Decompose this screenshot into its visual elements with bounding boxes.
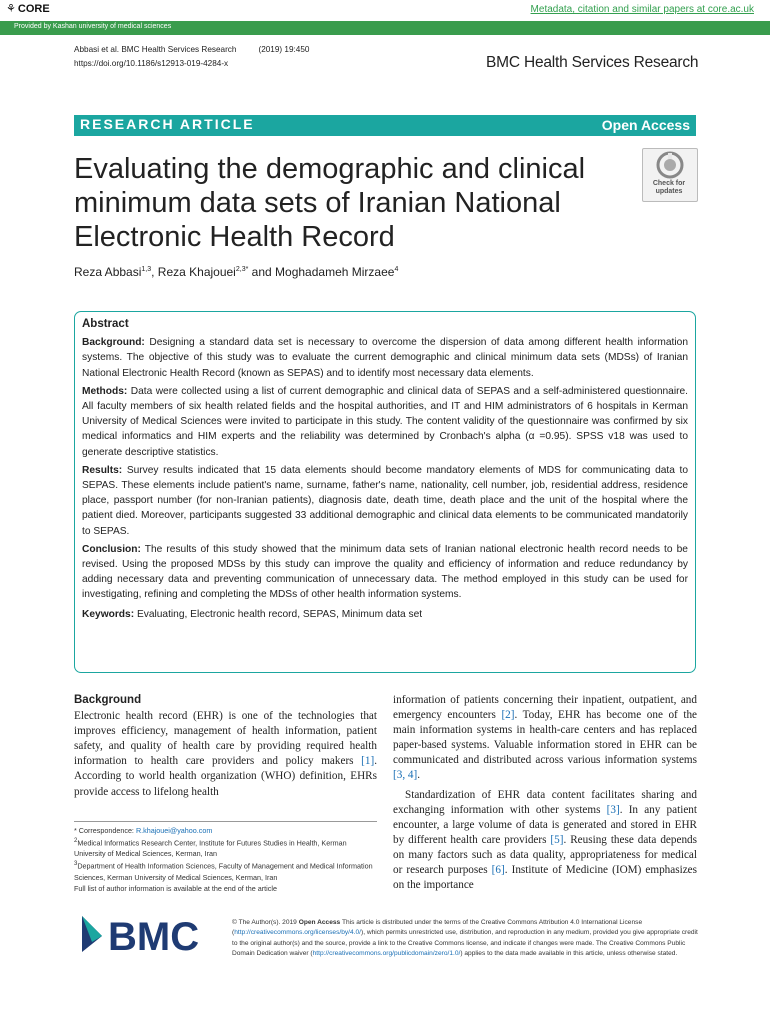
author-affiliation: 4 [394, 266, 399, 273]
author-name: Reza Khajouei [157, 265, 236, 279]
citation-ref[interactable]: [2] [501, 709, 515, 722]
body-text: . According to world health organization (WHO) definition, EHRs provide access to lifelong health [74, 755, 377, 798]
open-access-bold: Open Access [298, 919, 341, 926]
citation-ref[interactable]: [1] [361, 755, 375, 768]
author-affiliation: 2,3* [235, 266, 249, 273]
abstract-section-methods: Methods: Data were collected using a list of current demographic and clinical data of SEPAS and a self-administered questionnaire. All faculty members of six health related fields and the hospital authorities, and IT and HIM administrators of 6 hospitals in Kerman University of Medical Sciences were invited to participate in this study. The content validity of the questionnaire was confirmed by six medical informatics and HIM experts and the reliability was determined by Cronbach's alpha (α =0.95). SPSS v18 was used to generate descriptive statistics. [82, 385, 688, 458]
abstract-heading: Abstract [82, 318, 129, 330]
author-info-note: Full list of author information is available at the end of the article [74, 883, 277, 893]
abstract-section-results: Results: Survey results indicated that 15 data elements should become mandatory elements of MDS for communicating data to SEPAS. These elements include patient's name, surname, father's name, nationality, cell number, job, residential address, residence place, passport number (for non-Iranian patients), diagnosis date, death time, death place and the unit of the hospital where the patient died. Moreover, participants suggested 33 additional demographic and clinical data elements to be communicated mandatorily to SEPAS. [82, 464, 688, 537]
correspondence-email[interactable]: R.khajouei@yahoo.com [135, 826, 213, 835]
citation-ref[interactable]: [6] [491, 864, 505, 877]
body-left-column [74, 693, 377, 800]
author-name: Reza Abbasi [74, 265, 142, 279]
correspondence: * Correspondence: R.khajouei@yahoo.com [74, 826, 213, 835]
abstract [82, 317, 688, 625]
author-affiliation: 1,3 [141, 266, 152, 273]
body-paragraph: information of patients concerning their inpatient, outpatient, and emergency encounters [2]. Today, EHR has become one of the main information systems in health-care centers and has replaced paper-based systems. Valuable information stored in EHR can be communicated and distributed across various information systems [3, 4]. [393, 694, 698, 782]
license-link[interactable]: http://creativecommons.org/licenses/by/4.0/ [234, 929, 362, 937]
check-for-updates-icon [643, 149, 697, 179]
author-name: Moghadameh Mirzaee [275, 265, 395, 279]
citation-ref[interactable]: [5] [550, 833, 564, 846]
open-access-label: Open Access [601, 117, 690, 133]
body-paragraph: Standardization of EHR data content facilitates sharing and exchanging information with other systems [3]. In any patient encounter, a large volume of data is generated and stored in EHR by different health care providers [5]. Reusing these data depends on many factors such as data quality, appropriateness for medical or research purposes [6]. Institute of Medicine (IOM) emphasizes on the importance [393, 788, 697, 892]
bmc-logo-text: BMC [108, 915, 200, 956]
abstract-section-conclusion: Conclusion: The results of this study showed that the minimum data sets of Iranian national electronic health record needs to be revised. Using the proposed MDSs by this study can improve the quality and efficiency of information and reduce redundancy by adding necessary data and preventing communication of unnecessary data. The method employed in this study can be used for investigating, refining and completing the MDSs of other health information systems. [82, 543, 688, 601]
citation-year: (2019) 19:450 [258, 45, 310, 54]
body-text: Electronic health record (EHR) is one of the technologies that improves efficiency, management of health information, patient safety, and quality of health care by providing required health information to health care providers and policy makers [74, 710, 377, 768]
article-type-label: RESEARCH ARTICLE [80, 116, 255, 132]
section-heading-background: Background [74, 694, 142, 706]
core-logo-icon: ⚘ [6, 3, 16, 15]
core-metadata-link[interactable]: Metadata, citation and similar papers at core.ac.uk [530, 4, 754, 15]
check-for-updates-text: Check for updates [652, 180, 686, 195]
citation-ref[interactable]: [3, 4] [393, 769, 418, 782]
citation-authors: Abbasi et al. BMC Health Services Research [74, 45, 237, 54]
affiliation-2: $^2$Medical Informatics Research Center, Institute for Futures Studies in Health, Kerman University of Medical Sciences, Kerman, Iran [74, 838, 347, 859]
affiliation-3: $^3$Department of Health Information Sciences, Faculty of Management and Medical Information Sciences, Kerman University of Medical Sciences, Kerman, Iran [74, 861, 373, 882]
journal-name: BMC Health Services Research [486, 54, 699, 71]
footnote-divider [74, 821, 377, 822]
core-logo[interactable] [6, 2, 50, 15]
abstract-section-background: Background: Designing a standard data set is necessary to overcome the dispersion of data among different health information systems. The objective of this study was to evaluate the current demographic and clinical minimum data sets (MDSs) of Iranian National Electronic Health Record (known as SEPAS) and to identify most necessary data elements. [82, 337, 688, 379]
provided-by-text: Provided by Kashan university of medical sciences [14, 23, 172, 30]
doi-link[interactable]: https://doi.org/10.1186/s12913-019-4284-x [74, 59, 229, 68]
abstract-keywords: Keywords: Evaluating, Electronic health record, SEPAS, Minimum data set [82, 608, 423, 620]
article-title: Evaluating the demographic and clinical minimum data sets of Iranian National Electronic Health Record [74, 153, 586, 253]
citation-block [74, 43, 309, 71]
author-separator: and [248, 265, 276, 279]
citation-ref[interactable]: [3] [606, 803, 620, 816]
core-logo-text: CORE [17, 3, 50, 15]
bmc-logo [78, 912, 218, 956]
body-right-column [393, 693, 697, 897]
public-domain-link[interactable]: http://creativecommons.org/publicdomain/zero/1.0/ [312, 950, 461, 958]
author-separator: , [151, 265, 158, 279]
license-text: © The Author(s). 2019 Open Access This article is distributed under the terms of the Creative Commons Attribution 4.0 International License (http://creativecommons.org/licenses/by/4.0/), which permits unrestricted use, distribution, and reproduction in any medium, provided you give appropriate credit to the original author(s) and the source, provide a link to the Creative Commons license, and indicate if changes were made. The Creative Commons Public Domain Dedication waiver (http://creativecommons.org/publicdomain/zero/1.0/) applies to the data made available in this article, unless otherwise stated. [232, 919, 698, 958]
author-list [74, 265, 398, 279]
footnotes [74, 825, 377, 894]
